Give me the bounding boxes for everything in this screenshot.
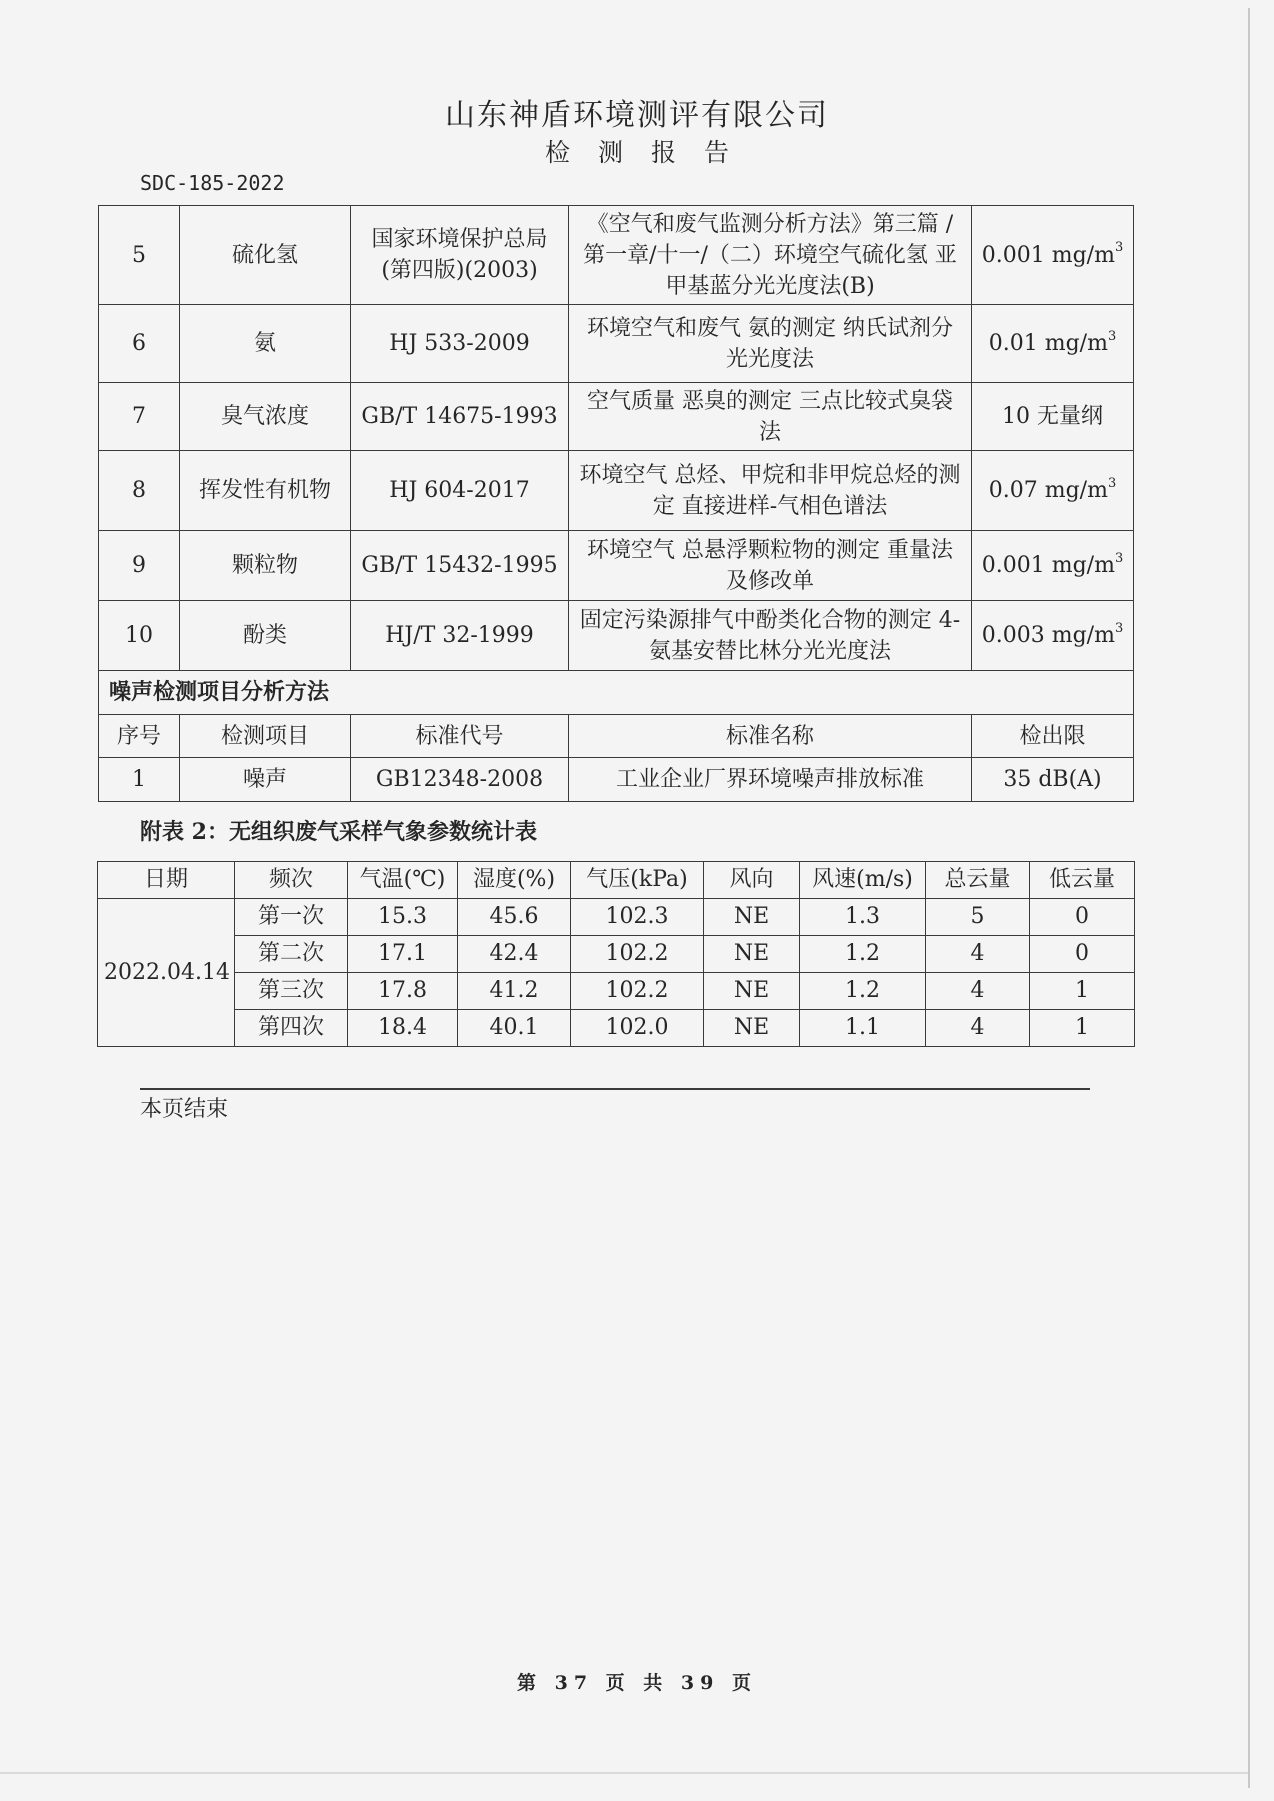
limit-value: 0.003 mg/m — [981, 623, 1115, 648]
column-header: 气压(kPa) — [571, 862, 704, 899]
standard-code: HJ 604-2017 — [351, 451, 569, 531]
test-item: 硫化氢 — [180, 206, 351, 305]
limit-value: 0.01 mg/m — [988, 331, 1108, 356]
standard-name: 工业企业厂界环境噪声排放标准 — [569, 758, 972, 802]
row-number: 8 — [99, 451, 180, 531]
detection-limit — [972, 531, 1134, 601]
detection-limit — [972, 383, 1134, 451]
weather-table — [97, 861, 1135, 1047]
frequency: 第四次 — [235, 1010, 348, 1047]
standard-name: 《空气和废气监测分析方法》第三篇 /第一章/十一/（二）环境空气硫化氢 亚甲基蓝分光光度法(B) — [569, 206, 972, 305]
pressure: 102.2 — [571, 973, 704, 1010]
total-cloud: 4 — [926, 936, 1030, 973]
frequency: 第二次 — [235, 936, 348, 973]
column-header: 总云量 — [926, 862, 1030, 899]
company-name: 山东神盾环境测评有限公司 — [445, 98, 829, 133]
weather-row — [98, 899, 1135, 936]
row-number: 1 — [99, 758, 180, 802]
pressure: 102.2 — [571, 936, 704, 973]
page-edge-bottom — [0, 1772, 1248, 1774]
low-cloud: 1 — [1030, 1010, 1135, 1047]
standard-name: 环境空气和废气 氨的测定 纳氏试剂分光光度法 — [569, 305, 972, 383]
test-item: 酚类 — [180, 601, 351, 671]
wind-speed: 1.2 — [800, 973, 926, 1010]
wind-direction: NE — [704, 899, 800, 936]
row-number: 5 — [99, 206, 180, 305]
noise-section-title: 噪声检测项目分析方法 — [99, 671, 1134, 715]
sampling-date: 2022.04.14 — [98, 899, 235, 1047]
weather-row — [98, 936, 1135, 973]
method-row — [99, 601, 1134, 671]
weather-row — [98, 973, 1135, 1010]
column-header: 频次 — [235, 862, 348, 899]
noise-row — [99, 758, 1134, 802]
noise-section-row — [99, 671, 1134, 715]
temperature: 17.8 — [348, 973, 458, 1010]
limit-value: 10 无量纲 — [1002, 404, 1103, 429]
column-header: 标准代号 — [351, 715, 569, 758]
page-end-note: 本页结束 — [140, 1097, 229, 1122]
detection-limit — [972, 601, 1134, 671]
method-table — [98, 205, 1134, 802]
column-header: 日期 — [98, 862, 235, 899]
wind-direction: NE — [704, 973, 800, 1010]
standard-code: GB/T 15432-1995 — [351, 531, 569, 601]
humidity: 45.6 — [458, 899, 571, 936]
test-item: 臭气浓度 — [180, 383, 351, 451]
standard-code: HJ/T 32-1999 — [351, 601, 569, 671]
limit-value: 0.07 mg/m — [988, 478, 1108, 503]
wind-speed: 1.1 — [800, 1010, 926, 1047]
column-header: 风速(m/s) — [800, 862, 926, 899]
limit-value: 0.001 mg/m — [981, 242, 1115, 268]
total-cloud: 4 — [926, 1010, 1030, 1047]
standard-code: HJ 533-2009 — [351, 305, 569, 383]
total-cloud: 4 — [926, 973, 1030, 1010]
method-row — [99, 531, 1134, 601]
limit-exponent: 3 — [1114, 620, 1124, 636]
standard-name: 环境空气 总悬浮颗粒物的测定 重量法及修改单 — [569, 531, 972, 601]
row-number: 6 — [99, 305, 180, 383]
row-number: 7 — [99, 383, 180, 451]
document-number: SDC-185-2022 — [140, 171, 285, 195]
pressure: 102.0 — [571, 1010, 704, 1047]
wind-direction: NE — [704, 1010, 800, 1047]
wind-speed: 1.2 — [800, 936, 926, 973]
test-item: 颗粒物 — [180, 531, 351, 601]
temperature: 17.1 — [348, 936, 458, 973]
column-header: 标准名称 — [569, 715, 972, 758]
low-cloud: 1 — [1030, 973, 1135, 1010]
wind-direction: NE — [704, 936, 800, 973]
limit-exponent: 3 — [1114, 550, 1124, 566]
method-row — [99, 305, 1134, 383]
test-item: 噪声 — [180, 758, 351, 802]
detection-limit — [972, 305, 1134, 383]
standard-code: GB12348-2008 — [351, 758, 569, 802]
weather-row — [98, 1010, 1135, 1047]
standard-code: GB/T 14675-1993 — [351, 383, 569, 451]
column-header: 检测项目 — [180, 715, 351, 758]
row-number: 9 — [99, 531, 180, 601]
page-edge — [1248, 8, 1250, 1788]
low-cloud: 0 — [1030, 899, 1135, 936]
pressure: 102.3 — [571, 899, 704, 936]
report-title: 检测报告 — [544, 138, 757, 167]
test-item: 挥发性有机物 — [180, 451, 351, 531]
low-cloud: 0 — [1030, 936, 1135, 973]
standard-code: 国家环境保护总局(第四版)(2003) — [351, 206, 569, 305]
humidity: 41.2 — [458, 973, 571, 1010]
detection-limit — [972, 451, 1134, 531]
detection-limit — [972, 206, 1134, 305]
page-footer: 第 37 页 共 39 页 — [517, 1672, 757, 1694]
limit-exponent: 3 — [1107, 328, 1117, 344]
appendix-title: 附表 2：无组织废气采样气象参数统计表 — [140, 819, 537, 845]
method-row — [99, 451, 1134, 531]
frequency: 第三次 — [235, 973, 348, 1010]
temperature: 18.4 — [348, 1010, 458, 1047]
column-header: 低云量 — [1030, 862, 1135, 899]
column-header: 检出限 — [972, 715, 1134, 758]
frequency: 第一次 — [235, 899, 348, 936]
column-header: 湿度(%) — [458, 862, 571, 899]
humidity: 40.1 — [458, 1010, 571, 1047]
column-header: 风向 — [704, 862, 800, 899]
humidity: 42.4 — [458, 936, 571, 973]
standard-name: 环境空气 总烃、甲烷和非甲烷总烃的测定 直接进样-气相色谱法 — [569, 451, 972, 531]
standard-name: 固定污染源排气中酚类化合物的测定 4-氨基安替比林分光光度法 — [569, 601, 972, 671]
limit-value: 0.001 mg/m — [981, 553, 1115, 578]
detection-limit: 35 dB(A) — [972, 758, 1134, 802]
limit-exponent: 3 — [1107, 475, 1117, 491]
test-item: 氨 — [180, 305, 351, 383]
column-header: 气温(℃) — [348, 862, 458, 899]
total-cloud: 5 — [926, 899, 1030, 936]
temperature: 15.3 — [348, 899, 458, 936]
row-number: 10 — [99, 601, 180, 671]
column-header: 序号 — [99, 715, 180, 758]
method-row — [99, 383, 1134, 451]
weather-header-row — [98, 862, 1135, 899]
end-divider — [140, 1088, 1090, 1090]
noise-header-row — [99, 715, 1134, 758]
limit-exponent: 3 — [1114, 240, 1124, 256]
standard-name: 空气质量 恶臭的测定 三点比较式臭袋法 — [569, 383, 972, 451]
wind-speed: 1.3 — [800, 899, 926, 936]
method-row — [99, 206, 1134, 305]
